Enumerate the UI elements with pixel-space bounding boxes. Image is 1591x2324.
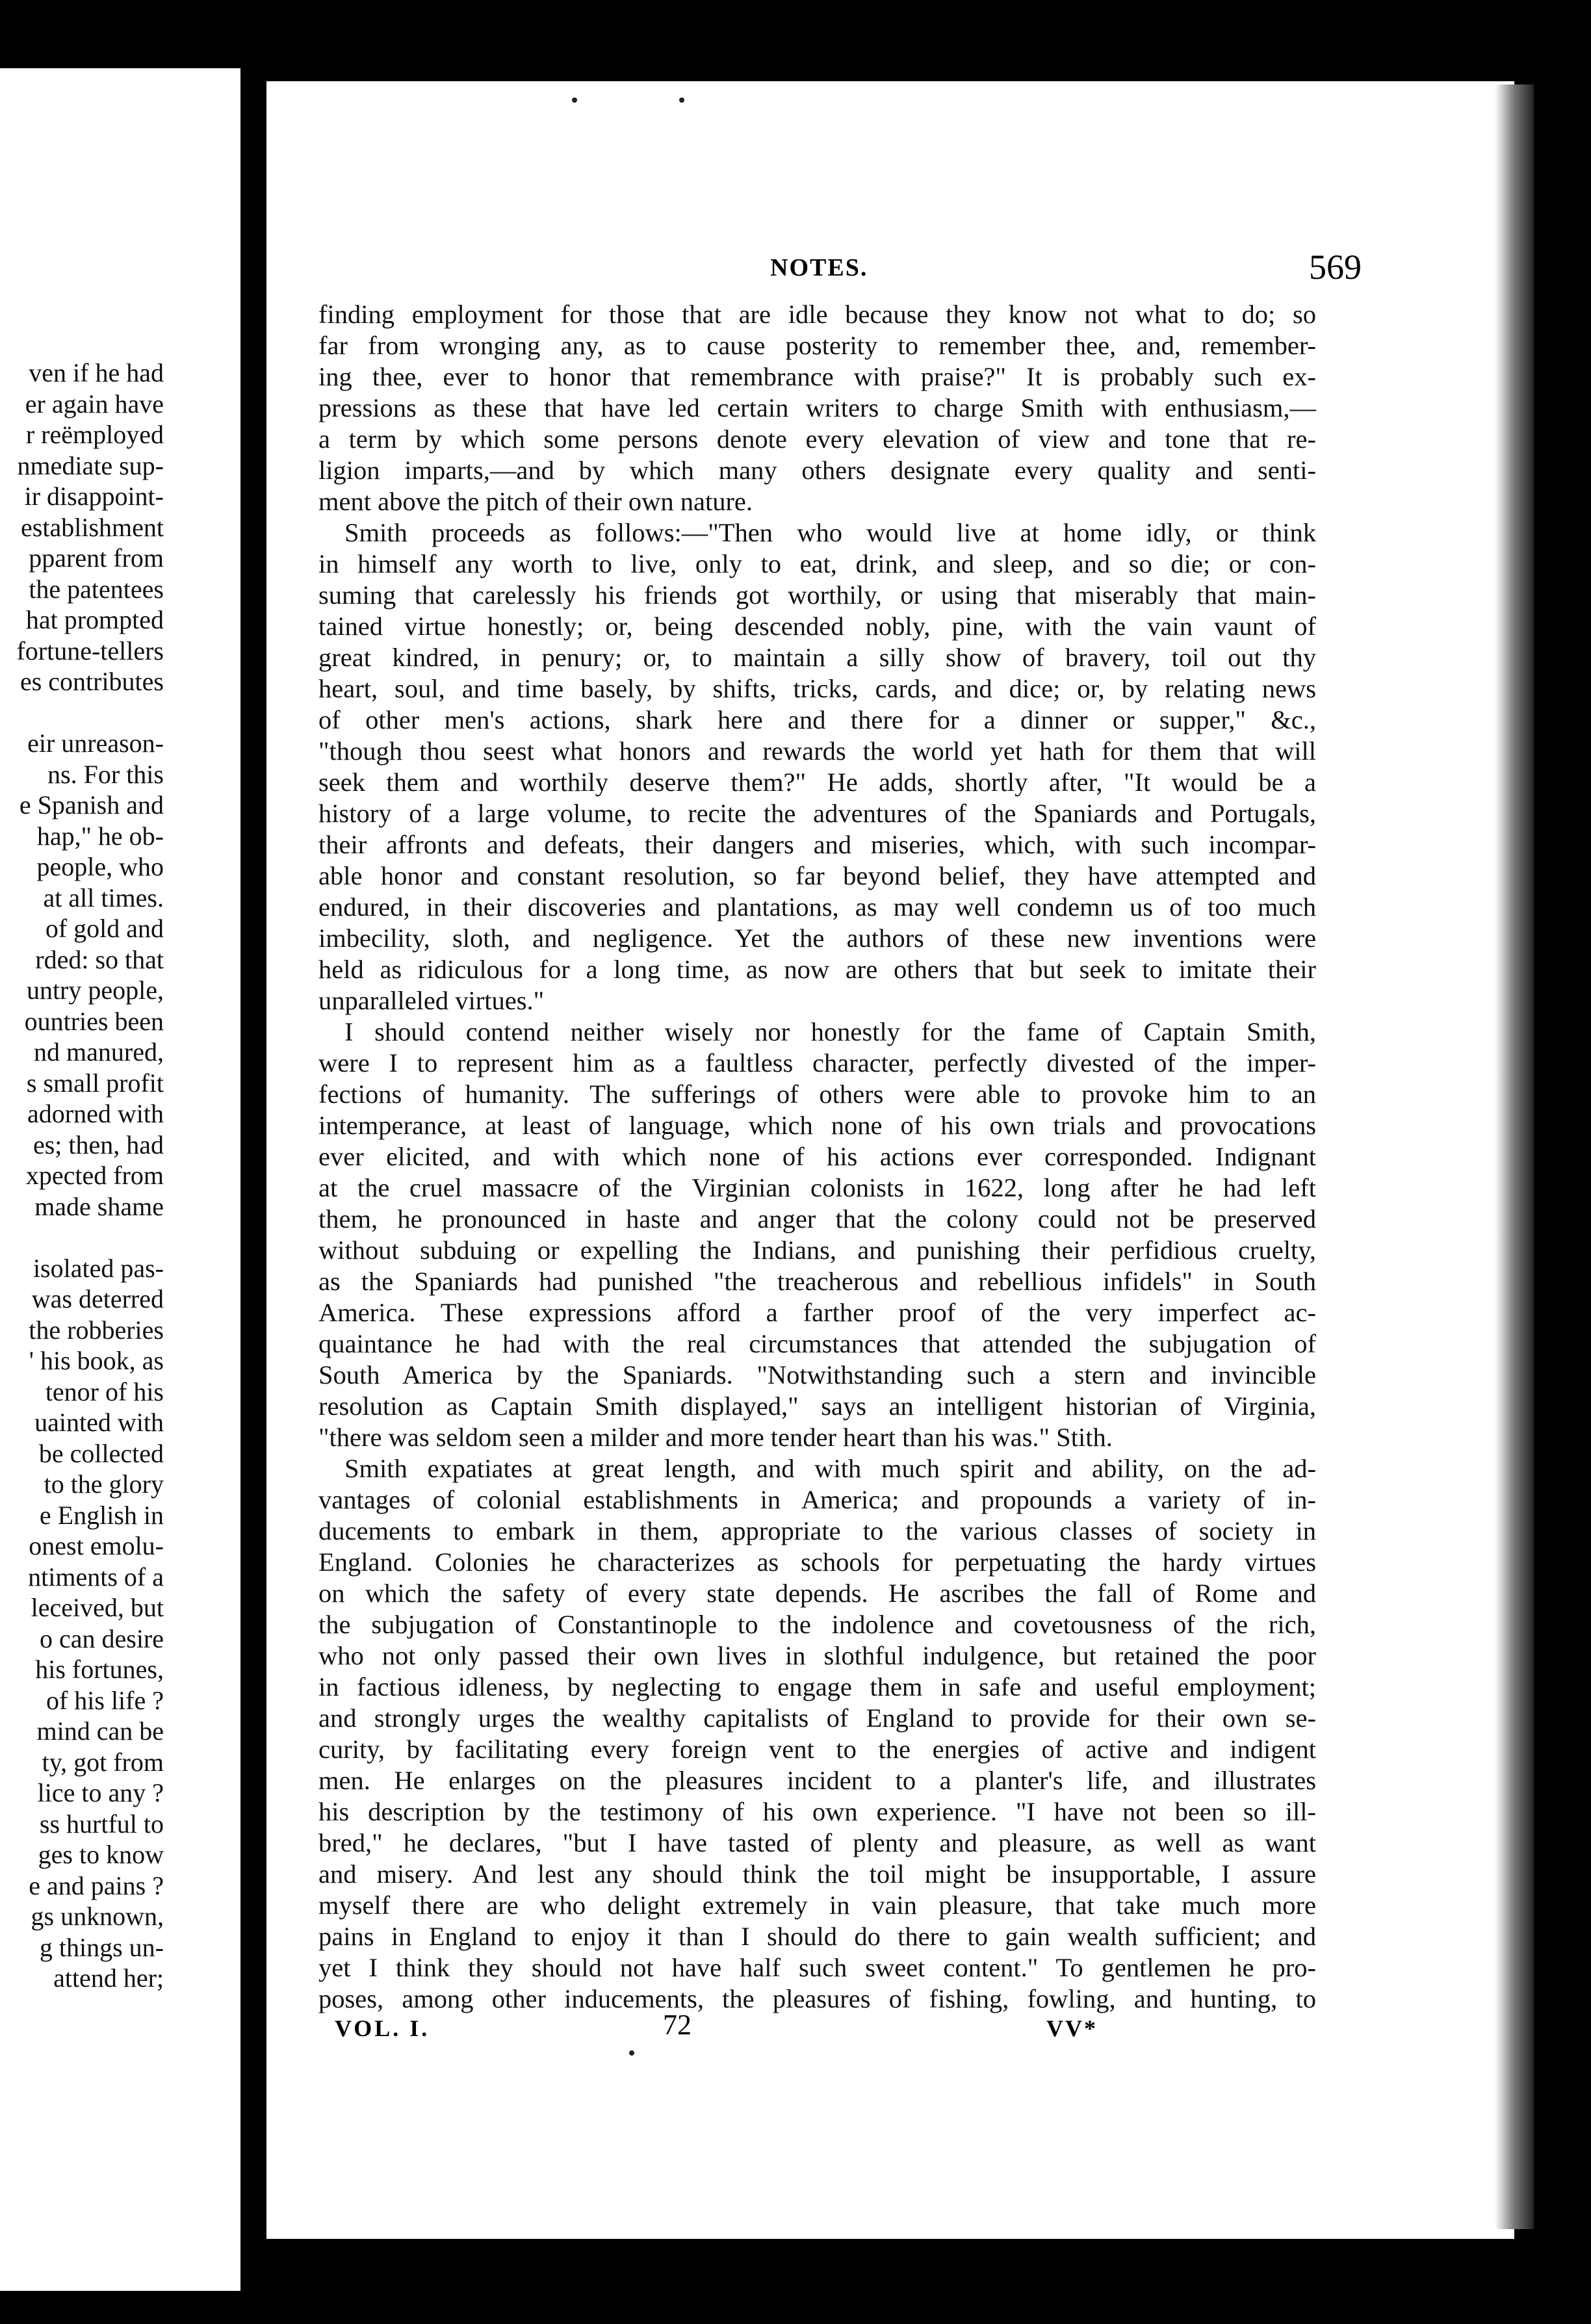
- left-page-line: lice to any ?: [37, 1778, 164, 1807]
- text-line: held as ridiculous for a long time, as now are others that but seek to imitate their: [318, 955, 1316, 984]
- text-line: pains in England to enjoy it than I should do there to gain wealth sufficient; and: [318, 1922, 1316, 1951]
- text-line: ever elicited, and with which none of his actions ever corresponded. Indignant: [318, 1142, 1316, 1171]
- left-page-line: leceived, but: [31, 1593, 164, 1622]
- left-page-line: hap," he ob-: [36, 821, 164, 851]
- text-line: able honor and constant resolution, so far beyond belief, they have attempted and: [318, 861, 1316, 890]
- text-line: intemperance, at least of language, which none of his own trials and provocations: [318, 1111, 1316, 1140]
- left-page-line: made shame: [34, 1191, 164, 1221]
- volume-label: VOL. I.: [335, 2015, 430, 2041]
- text-line: heart, soul, and time basely, by shifts, tricks, cards, and dice; or, by relating news: [318, 674, 1316, 703]
- text-line: as the Spaniards had punished "the treacherous and rebellious infidels" in South: [318, 1267, 1316, 1296]
- text-line: America. These expressions afford a farther proof of the very imperfect ac-: [318, 1298, 1316, 1327]
- text-line: curity, by facilitating every foreign vent to the energies of active and indigent: [318, 1735, 1316, 1764]
- text-line: their affronts and defeats, their dangers and miseries, which, with such incompar-: [318, 830, 1316, 859]
- print-speck: [629, 2050, 634, 2056]
- text-line: South America by the Spaniards. "Notwithstanding such a stern and invincible: [318, 1360, 1316, 1389]
- left-page-line: isolated pas-: [32, 1253, 164, 1283]
- text-line: a term by which some persons denote every elevation of view and tone that re-: [318, 424, 1316, 454]
- left-page-line: establishment: [21, 512, 164, 542]
- book-page: [266, 81, 1514, 2239]
- left-page-line: be collected: [38, 1438, 164, 1468]
- left-page-line: fortune-tellers: [16, 636, 164, 665]
- left-page-line: of gold and: [45, 914, 164, 943]
- left-page-line: xpected from: [25, 1161, 164, 1190]
- print-speck: [572, 97, 577, 103]
- text-line: great kindred, in penury; or, to maintain a silly show of bravery, toil out thy: [318, 643, 1316, 672]
- left-page-line: onest emolu-: [29, 1531, 164, 1560]
- text-line: ing thee, ever to honor that remembrance with praise?" It is probably such ex-: [318, 362, 1316, 391]
- left-page-line: adorned with: [27, 1099, 164, 1128]
- text-line: ducements to embark in them, appropriate to the various classes of society in: [318, 1516, 1316, 1545]
- left-page-line: ir disappoint-: [24, 482, 164, 511]
- text-line: in factious idleness, by neglecting to engage them in safe and useful employment;: [318, 1672, 1316, 1701]
- left-page-line: nmediate sup-: [17, 450, 164, 480]
- text-line: and misery. And lest any should think the toil might be insupportable, I assure: [318, 1859, 1316, 1889]
- left-page-line: tenor of his: [45, 1376, 164, 1406]
- text-line: without subduing or expelling the Indians, and punishing their perfidious cruelty,: [318, 1235, 1316, 1265]
- left-page-line: gs unknown,: [31, 1902, 164, 1931]
- text-line: tained virtue honestly; or, being descended nobly, pine, with the vain vaunt of: [318, 612, 1316, 641]
- left-page-text: [16, 357, 164, 1994]
- text-line: suming that carelessly his friends got worthily, or using that miserably that main-: [318, 580, 1316, 610]
- left-page-line: at all times.: [43, 883, 164, 912]
- text-line: finding employment for those that are idle because they know not what to do; so: [318, 300, 1316, 329]
- text-line: the subjugation of Constantinople to the indolence and covetousness of the rich,: [318, 1610, 1316, 1639]
- left-page-line: untry people,: [26, 975, 164, 1005]
- left-page-line: ountries been: [24, 1006, 164, 1036]
- left-page-line: nd manured,: [34, 1037, 164, 1066]
- left-page-line: hat prompted: [25, 605, 164, 634]
- left-page-line: mind can be: [36, 1716, 164, 1746]
- left-page-line: ges to know: [38, 1840, 164, 1869]
- left-page-line: ty, got from: [42, 1747, 164, 1777]
- left-page-line: er again have: [25, 389, 164, 419]
- text-line: imbecility, sloth, and negligence. Yet the authors of these new inventions were: [318, 923, 1316, 953]
- left-page-line: the robberies: [29, 1315, 164, 1345]
- body-text: [318, 299, 1316, 2015]
- text-line: fections of humanity. The sufferings of others were able to provoke him to an: [318, 1079, 1316, 1109]
- text-line: myself there are who delight extremely in vain pleasure, that take much more: [318, 1891, 1316, 1920]
- text-line: ment above the pitch of their own nature.: [318, 487, 753, 516]
- text-line: and strongly urges the wealthy capitalists of England to provide for their own se-: [318, 1703, 1316, 1733]
- left-page-line: es; then, had: [32, 1130, 164, 1159]
- left-page-line: ns. For this: [47, 759, 164, 789]
- sheet-number: 72: [663, 2009, 692, 2041]
- text-line: quaintance he had with the real circumstances that attended the subjugation of: [318, 1329, 1316, 1358]
- text-line: endured, in their discoveries and plantations, as may well condemn us of too much: [318, 892, 1316, 922]
- text-line: yet I think they should not have half such sweet content." To gentlemen he pro-: [318, 1953, 1316, 1982]
- left-page-fragment: [0, 68, 240, 2291]
- text-line: who not only passed their own lives in slothful indulgence, but retained the poor: [318, 1641, 1316, 1670]
- left-page-gap: [16, 1222, 164, 1253]
- print-speck: [679, 97, 684, 103]
- left-page-line: e Spanish and: [19, 790, 164, 820]
- left-page-line: was deterred: [31, 1284, 164, 1313]
- left-page-line: uainted with: [34, 1408, 164, 1437]
- text-line: vantages of colonial establishments in America; and propounds a variety of in-: [318, 1485, 1316, 1514]
- left-page-line: eir unreason-: [27, 729, 164, 758]
- left-page-line: r reëmployed: [25, 420, 164, 449]
- left-page-line: of his life ?: [45, 1685, 164, 1715]
- signature-mark: VV*: [1046, 2015, 1098, 2041]
- text-line: Smith expatiates at great length, and with much spirit and ability, on the ad-: [344, 1454, 1316, 1483]
- text-line: "though thou seest what honors and rewards the world yet hath for them that will: [318, 736, 1316, 766]
- left-page-line: people, who: [36, 852, 164, 881]
- left-page-line: es contributes: [19, 667, 164, 696]
- text-line: I should contend neither wisely nor honestly for the fame of Captain Smith,: [344, 1017, 1316, 1046]
- text-line: England. Colonies he characterizes as schools for perpetuating the hardy virtues: [318, 1547, 1316, 1577]
- page-number: 569: [1309, 248, 1362, 287]
- text-line: them, he pronounced in haste and anger that the colony could not be preserved: [318, 1204, 1316, 1233]
- text-line: "there was seldom seen a milder and more tender heart than his was." Stith.: [318, 1423, 1113, 1452]
- text-line: on which the safety of every state depends. He ascribes the fall of Rome and: [318, 1579, 1316, 1608]
- left-page-line: ntiments of a: [28, 1562, 164, 1592]
- text-line: bred," he declares, "but I have tasted of plenty and pleasure, as well as want: [318, 1828, 1316, 1857]
- text-line: were I to represent him as a faultless character, perfectly divested of the imper-: [318, 1048, 1316, 1078]
- text-line: ligion imparts,—and by which many others designate every quality and senti-: [318, 456, 1316, 485]
- running-head: NOTES.: [770, 254, 868, 281]
- left-page-line: e and pains ?: [29, 1870, 164, 1900]
- text-line: his description by the testimony of his own experience. "I have not been so ill-: [318, 1797, 1316, 1826]
- left-page-line: e English in: [39, 1500, 164, 1530]
- text-line: pressions as these that have led certain writers to charge Smith with enthusiasm,—: [318, 393, 1316, 422]
- page-header: [266, 247, 1514, 305]
- left-page-line: attend her;: [53, 1963, 164, 1993]
- left-page-line: ss hurtful to: [39, 1809, 164, 1839]
- text-line: resolution as Captain Smith displayed," says an intelligent historian of Virginia,: [318, 1391, 1316, 1421]
- text-line: history of a large volume, to recite the adventures of the Spaniards and Portugals,: [318, 799, 1316, 828]
- text-line: unparalleled virtues.": [318, 986, 545, 1015]
- text-line: at the cruel massacre of the Virginian colonists in 1622, long after he had left: [318, 1173, 1316, 1202]
- left-page-line: ven if he had: [29, 358, 164, 387]
- text-line: Smith proceeds as follows:—"Then who would live at home idly, or think: [344, 518, 1316, 547]
- left-page-line: ' his book, as: [29, 1346, 164, 1375]
- text-line: far from wronging any, as to cause posterity to remember thee, and, remember-: [318, 331, 1316, 360]
- left-page-line: to the glory: [44, 1469, 164, 1499]
- text-line: in himself any worth to live, only to eat, drink, and sleep, and so die; or con-: [318, 549, 1316, 578]
- left-page-line: his fortunes,: [35, 1655, 164, 1684]
- left-page-line: pparent from: [29, 543, 164, 573]
- left-page-gap: [16, 697, 164, 729]
- text-line: of other men's actions, shark here and there for a dinner or supper," &c.,: [318, 705, 1316, 734]
- left-page-line: rded: so that: [35, 944, 164, 974]
- left-page-line: g things un-: [39, 1932, 164, 1962]
- text-line: seek them and worthily deserve them?" He adds, shortly after, "It would be a: [318, 768, 1316, 797]
- text-line: men. He enlarges on the pleasures incident to a planter's life, and illustrates: [318, 1766, 1316, 1795]
- page-footer: [266, 2009, 1514, 2054]
- page-edge-shadow: [1495, 84, 1534, 2229]
- text-line: poses, among other inducements, the pleasures of fishing, fowling, and hunting, to: [318, 1984, 1316, 2013]
- left-page-line: o can desire: [39, 1623, 164, 1653]
- left-page-line: the patentees: [29, 574, 164, 604]
- left-page-line: s small profit: [26, 1068, 164, 1098]
